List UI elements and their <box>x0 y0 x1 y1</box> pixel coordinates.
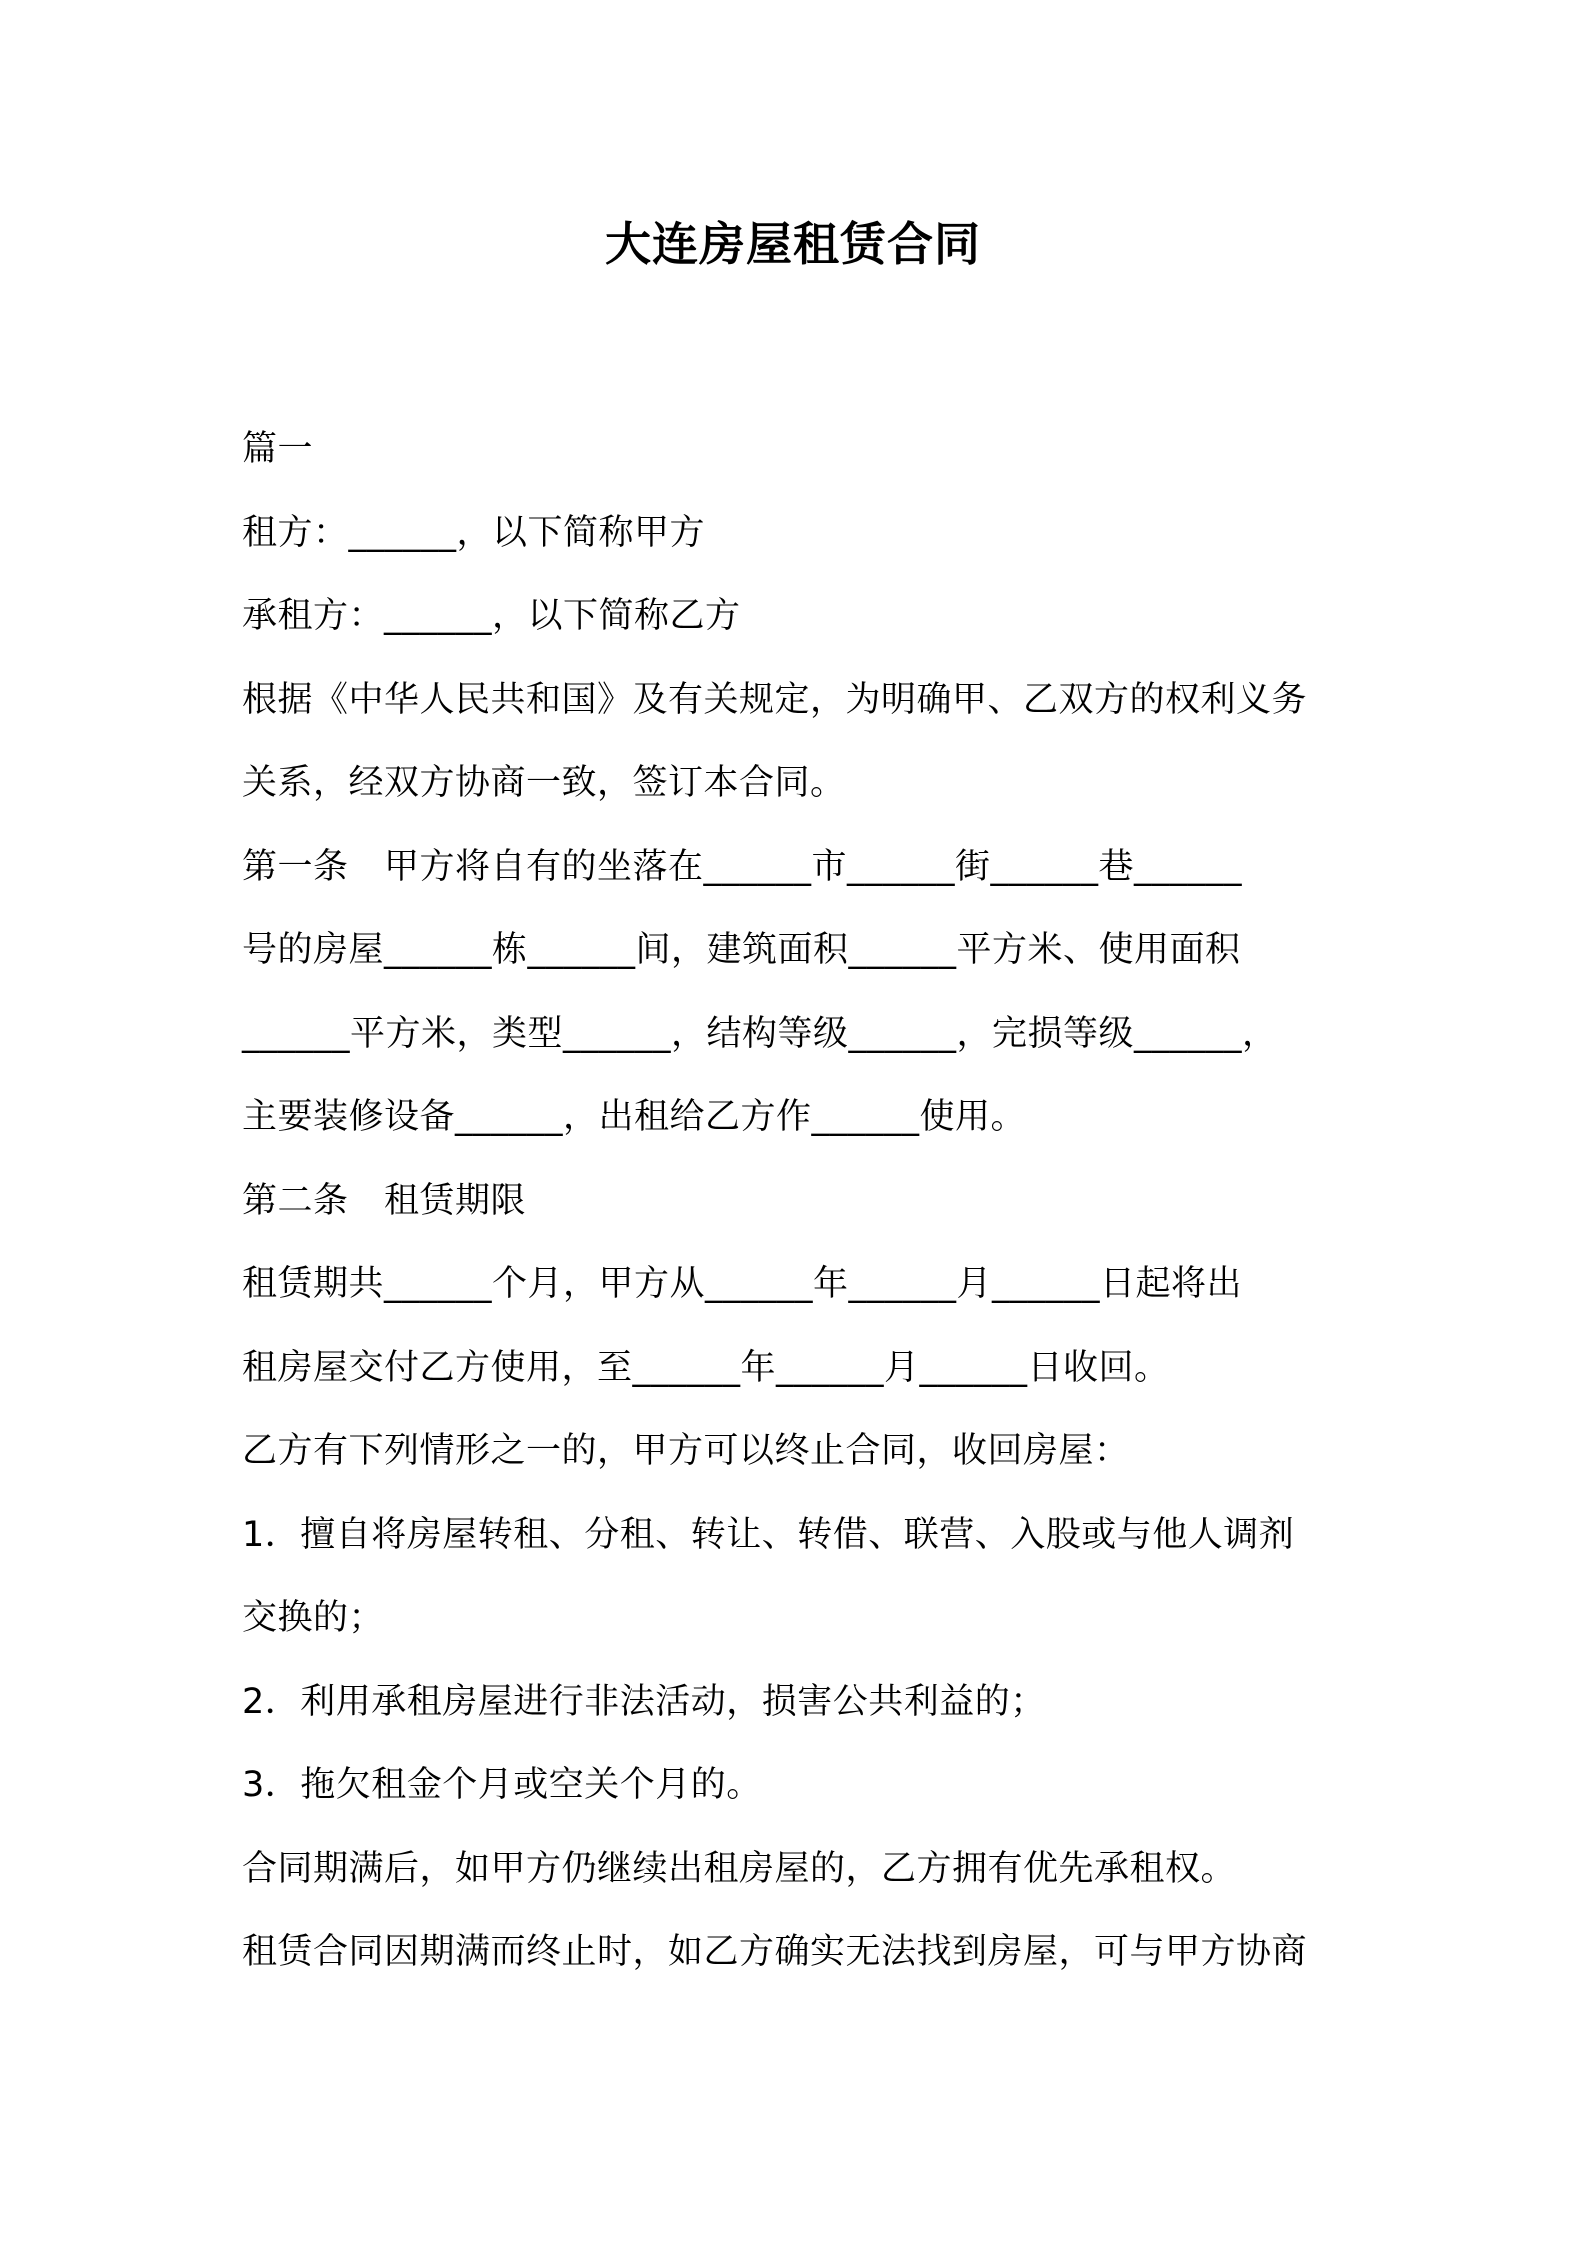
document-title: 大连房屋租赁合同 <box>605 217 981 271</box>
paragraph-line: ______平方米，类型______，结构等级______，完损等级______， <box>242 1013 1278 1054</box>
paragraph-line: 合同期满后，如甲方仍继续出租房屋的，乙方拥有优先承租权。 <box>242 1848 1237 1889</box>
list-item: 3．拖欠租金个月或空关个月的。 <box>242 1765 762 1805</box>
paragraph-line: 租赁合同因期满而终止时，如乙方确实无法找到房屋，可与甲方协商 <box>242 1932 1308 1972</box>
article-line: 第一条 甲方将自有的坐落在______市______街______巷______ <box>242 846 1243 887</box>
paragraph-line: 乙方有下列情形之一的，甲方可以终止合同，收回房屋： <box>242 1431 1130 1471</box>
paragraph-line: 号的房屋______栋______间，建筑面积______平方米、使用面积 <box>242 930 1241 970</box>
paragraph-line: 租方：______，以下简称甲方 <box>242 512 706 553</box>
paragraph-line: 主要装修设备______，出租给乙方作______使用。 <box>242 1097 1027 1137</box>
paragraph-line: 根据《中华人民共和国》及有关规定，为明确甲、乙双方的权利义务 <box>242 679 1308 720</box>
section-heading: 篇一 <box>242 429 314 469</box>
list-item: 1．擅自将房屋转租、分租、转让、转借、联营、入股或与他人调剂 <box>242 1514 1295 1555</box>
article-line: 第二条 租赁期限 <box>242 1180 527 1221</box>
paragraph-line: 租房屋交付乙方使用，至______年______月______日收回。 <box>242 1347 1170 1388</box>
list-item: 2．利用承租房屋进行非法活动，损害公共利益的； <box>242 1681 1046 1722</box>
document-body <box>242 408 1362 1995</box>
paragraph-line: 交换的； <box>242 1598 385 1638</box>
paragraph-line: 租赁期共______个月，甲方从______年______月______日起将出 <box>242 1264 1243 1304</box>
paragraph-line: 关系，经双方协商一致，签订本合同。 <box>242 763 846 803</box>
paragraph-line: 承租方：______，以下简称乙方 <box>242 596 741 636</box>
